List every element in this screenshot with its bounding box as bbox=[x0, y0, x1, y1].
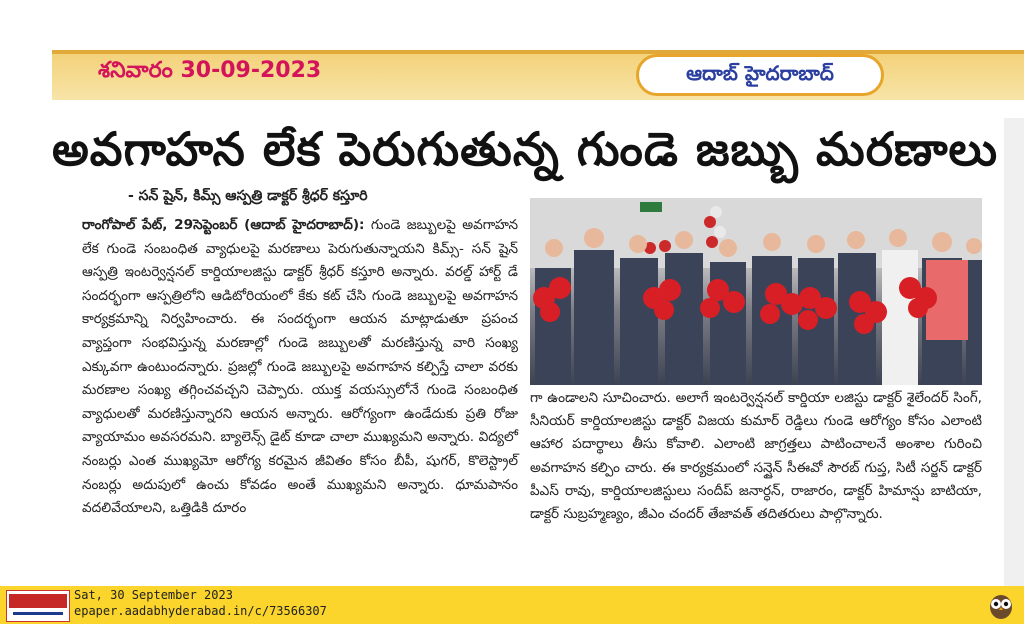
article-column-2: గా ఉండాలని సూచించారు. అలాగే ఇంటర్వెన్షనల్ కార్డియా లజిస్టు డాక్టర్ శైలేందర్ సింగ్, సీనియర్ కార్డియాలజిస్టు డాక్టర్ విజయ కుమార్ రెడ్డిలు గుండె ఆరోగ్యం కోసం ఎలాంటి ఆహార పదార్థాలు తీసు కోవాలి. ఎలాంటి జాగ్రత్తలు పాటించాలనే అంశాల గురించి అవగాహన కల్పిం చారు. ఈ కార్యక్రమంలో సన్షైన్ సీఈవో సౌరబ్ గుప్త, సిటీ సర్జన్ డాక్టర్ పీఎస్ రావు, కార్డియాలజిస్టులు సందీప్ జనార్ధన్, రాజారం, డాక్టర్ హిమాన్షు బాటియా, డాక్టర్ సుబ్రహ్మణ్యం, జీఎం చందర్ తేజావత్ తదితరులు పాల్గొన్నారు. bbox=[530, 390, 982, 523]
footer-logo[interactable] bbox=[6, 590, 70, 622]
newspaper-logo[interactable]: ఆదాబ్ హైదరాబాద్ bbox=[636, 54, 884, 96]
page-date: శనివారం 30-09-2023 bbox=[98, 58, 322, 83]
event-photo-illustration bbox=[530, 198, 982, 385]
footer-url[interactable]: epaper.aadabhyderabad.in/c/73566307 bbox=[74, 604, 327, 618]
footer-info bbox=[74, 587, 327, 619]
article-column-1 bbox=[82, 214, 518, 521]
article-body-1: గుండె జబ్బులపై అవగాహన లేక గుండె సంబంధిత వ్యాధులపై మరణాలు పెరుగుతున్నాయని కిమ్స్- సన్ షైన్ ఆస్పత్రి ఇంటర్వెన్షనల్ కార్డియాలజిస్టు డాక్టర్ శ్రీధర్ కస్తూరి అన్నారు. వరల్డ్ హార్ట్ డే సందర్భంగా ఆస్పత్రిలోని ఆడిటోరియంలో కేకు కట్ చేసి గుండె జబ్బులపై అవగాహన కార్యక్రమాన్ని నిర్వహించారు. ఈ సందర్భంగా ఆయన మాట్లాడుతూ ప్రపంచ వ్యాప్తంగా సంభవిస్తున్న మరణాల్లో గుండె జబ్బులతో మరణిస్తున్న వారి సంఖ్య ఎక్కువగా ఉంటుందన్నారు. ప్రజల్లో గుండె జబ్బులపై అవగాహన కల్పిస్తే చాలా వరకు మరణాల సంఖ్య తగ్గించవచ్చని చెప్పారు. యుక్త వయస్సులోనే గుండె సంబంధిత వ్యాధులతో మరణిస్తున్నారని ఆయన అన్నారు. ఆరోగ్యంగా ఉండేదుకు ప్రతి రోజు వ్యాయామం అవసరమని. బ్యాలెన్స్ డైట్ కూడా చాలా ముఖ్యమని అన్నారు. విద్యలో నంబర్లు ఎంత ముఖ్యమో ఆరోగ్య కరమైన జీవితం కోసం బీపీ, షుగర్, కొలెస్ట్రాల్ నంబర్లు అదుపులో ఉంచు కోవడం అంతే ముఖ్యమని అన్నారు. ధూమపానం వదలివేయాలని, ఒత్తిడికి దూరం bbox=[82, 217, 518, 517]
footer-date: Sat, 30 September 2023 bbox=[74, 588, 233, 602]
footer-logo-mark bbox=[7, 591, 69, 621]
article-headline: అవగాహన లేక పెరుగుతున్న గుండె జబ్బు మరణాలు bbox=[52, 122, 999, 176]
article-byline: - సన్ షైన్, కిమ్స్ ఆస్పత్రి డాక్టర్ శ్రీధర్ కస్తూరి bbox=[128, 188, 368, 204]
owl-icon-graphic bbox=[986, 590, 1016, 620]
article-dateline: రాంగోపాల్ పేట్, 29సెప్టెంబర్ (ఆదాబ్ హైదరాబాద్): bbox=[82, 217, 365, 233]
owl-icon[interactable] bbox=[986, 590, 1016, 620]
event-photo bbox=[530, 198, 982, 385]
adjacent-article-strip bbox=[1004, 118, 1024, 586]
